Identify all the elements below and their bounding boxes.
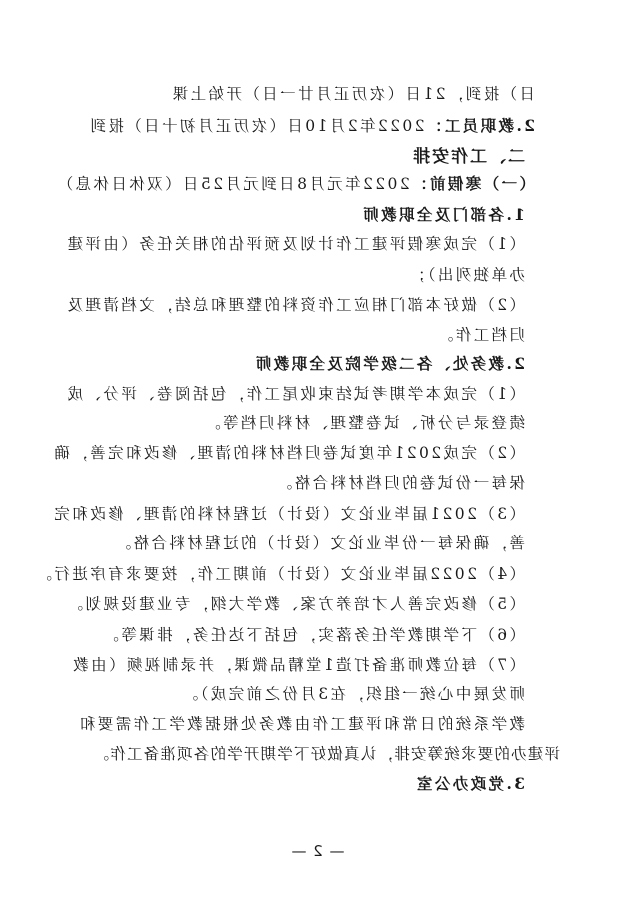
- body-line: （2）做好本部门相应工作资料的整理和总结，文档清理及: [65, 296, 525, 314]
- body-line: （一）寒假前：2022年元月8日到元月25日（双休日休息）: [55, 174, 535, 193]
- page-number: — 2 —: [290, 842, 345, 860]
- body-line: 2.教职员工：2022年2月10日（农历正月初十日）报到: [88, 116, 535, 135]
- body-line: （3）2021届毕业论文（设计）过程材料的清理、修改和完: [51, 505, 525, 523]
- body-line: （1）完成本学期考试结束收尾工作，包括阅卷、评分、成: [65, 385, 525, 403]
- body-line: 评建办的要求统筹安排，认真做好下学期开学的各项准备工作。: [92, 745, 560, 763]
- body-line: 师发展中心统一组织，在3月份之前完成）。: [180, 685, 525, 703]
- body-line: （4）2022届毕业论文（设计）前期工作，按要求有序进行。: [34, 565, 525, 583]
- section-heading: 二、工作安排: [411, 147, 525, 167]
- body-line: （5）修改完善人才培养方案、教学大纲，专业建设规划。: [65, 595, 525, 613]
- body-line: 善，确保每一份毕业论文（设计）的过程材料合格。: [113, 534, 525, 552]
- body-line: （1）完成寒假评建工作计划及预评估的相关任务（由评建: [65, 235, 525, 253]
- body-line: 办单独列出）；: [407, 266, 525, 284]
- subsection-heading: 1.各部门及全职教师: [360, 205, 525, 224]
- body-line: （6）下学期教学任务落实，包括下达任务，排课等。: [101, 626, 525, 644]
- body-line: 保每一份试卷的归档材料合格。: [274, 474, 525, 492]
- subsection-heading: 3.党政办公室: [414, 774, 525, 793]
- body-line: 日）报到，21日（农历正月廿一日）开始上课: [170, 85, 535, 103]
- subsection-heading: 2.教务处、各二级学院及全职教师: [253, 354, 525, 373]
- body-line: （7）每位教师准备打造1堂精品微课，并录制视频（由教: [70, 656, 525, 674]
- body-line: 教学系统的日常和评建工作由教务处根据教学工作需要和: [77, 715, 525, 733]
- body-line: （2）完成2021年度试卷归档材料的清理、修改和完善，确: [51, 444, 525, 462]
- body-line: 归档工作。: [435, 326, 525, 344]
- body-line: 绩登录与分析、试卷整理、材料归档等。: [202, 414, 525, 432]
